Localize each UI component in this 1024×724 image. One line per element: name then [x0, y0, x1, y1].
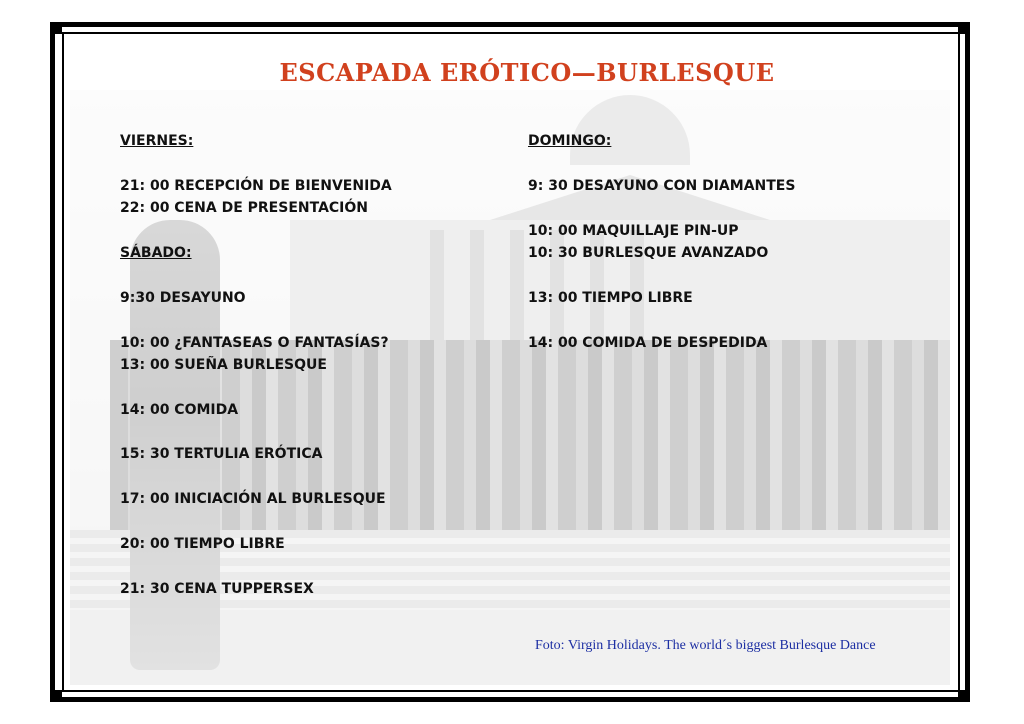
schedule-item: 14: 00 COMIDA: [120, 401, 239, 418]
frame-corner: [50, 690, 62, 702]
saturday-heading: SÁBADO:: [120, 244, 192, 261]
schedule-item: 21: 00 RECEPCIÓN DE BIENVENIDA: [120, 177, 392, 194]
friday-heading: VIERNES:: [120, 133, 194, 149]
schedule-item: 10: 00 MAQUILLAJE PIN-UP: [528, 222, 739, 239]
schedule-item: 13: 00 TIEMPO LIBRE: [528, 289, 693, 306]
schedule-item: 21: 30 CENA TUPPERSEX: [120, 580, 314, 597]
schedule-item: 10: 30 BURLESQUE AVANZADO: [528, 244, 769, 261]
schedule-right-column: [528, 130, 928, 354]
schedule-item: 10: 00 ¿FANTASEAS O FANTASÍAS?: [120, 334, 389, 351]
frame-corner: [958, 690, 970, 702]
frame-corner: [958, 22, 970, 34]
frame-corner: [50, 22, 62, 34]
schedule-item: 9:30 DESAYUNO: [120, 289, 246, 306]
photo-caption: Foto: Virgin Holidays. The world´s biggest Burlesque Dance: [535, 638, 876, 653]
schedule-item: 22: 00 CENA DE PRESENTACIÓN: [120, 200, 369, 217]
schedule-item: 14: 00 COMIDA DE DESPEDIDA: [528, 334, 768, 351]
page-title: ESCAPADA ERÓTICO—BURLESQUE: [279, 58, 775, 87]
schedule-left-column: [120, 130, 500, 600]
schedule-item: 13: 00 SUEÑA BURLESQUE: [120, 356, 327, 373]
schedule-item: 20: 00 TIEMPO LIBRE: [120, 536, 285, 553]
schedule-item: 9: 30 DESAYUNO CON DIAMANTES: [528, 177, 796, 194]
schedule-item: 17: 00 INICIACIÓN AL BURLESQUE: [120, 491, 386, 508]
schedule-item: 15: 30 TERTULIA ERÓTICA: [120, 446, 323, 463]
sunday-heading: DOMINGO:: [528, 133, 612, 149]
